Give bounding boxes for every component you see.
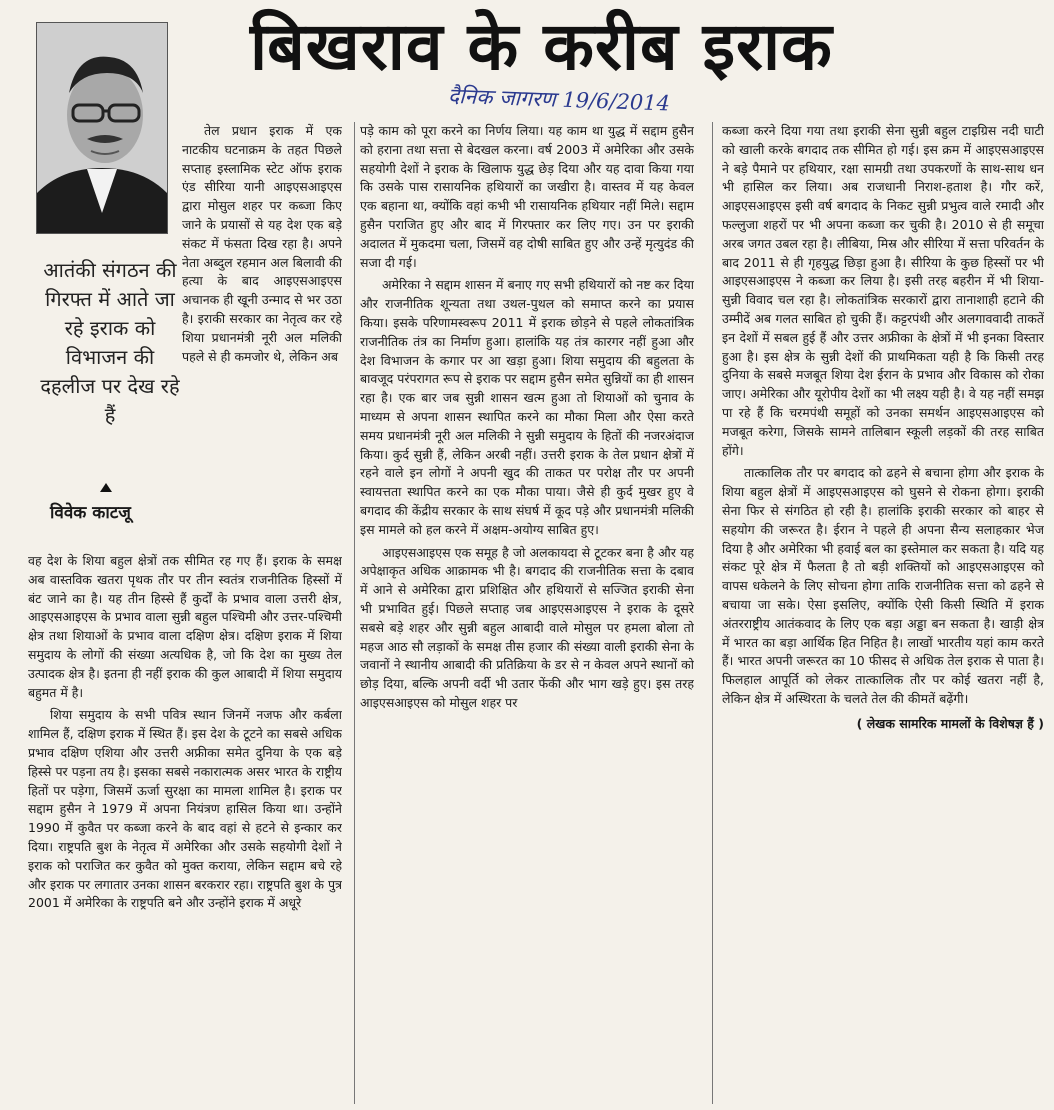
author-byline: विवेक काटजू [50, 503, 131, 523]
author-note: ( लेखक सामरिक मामलों के विशेषज्ञ हैं ) [856, 715, 1044, 731]
paragraph: कब्जा करने दिया गया तथा इराकी सेना सुन्नी बहुल टाइग्रिस नदी घाटी को खाली करके बगदाद तक सीमित हो गई। इस क्रम में आइएसआइएस ने बड़े पैमाने पर हथियार, रक्षा सामग्री तथा उपकरणों के साथ-साथ धन भी हासिल कर लिया। अब राजधानी निराश-हताश है। गौर करें, आइएसआइएस इसी वर्ष बगदाद के निकट सुन्नी प्रभुत्व वाले रमादी और फल्लुजा शहरों पर भी अपना कब्जा कर चुकी है। 2010 से ही समूचा अरब जगत उबल रहा है। लीबिया, मिस्र और सीरिया में सत्ता परिवर्तन के बाद 2011 से ही गृहयुद्ध छिड़ा हुआ है। सीरिया के कुछ हिस्सों पर भी आइएसआइएस ने कब्जा कर लिया है। इसी तरह बहरीन में भी शिया-सुन्नी विवाद चल रहा है। लोकतांत्रिक सरकारों द्वारा तानाशाही हटाने की उम्मीदें अब गलत साबित हो चुकी हैं। कट्टरपंथी और अलगाववादी ताकतें इन देशों में सबल हुई हैं और उत्तर अफ्रीका के क्षेत्रों में भी इनका विस्तार हुआ है। इस क्षेत्र के सुन्नी देशों की प्राथमिकता यही है कि किसी तरह दुनिया के सबसे मजबूत शिया देश ईरान के प्रभाव और विकास को रोका जाए। अमेरिका और यूरोपीय देशों का भी लक्ष्य यही है। वे यह नहीं समझ पा रहे हैं कि चरमपंथी समूहों को उनका समर्थन आइएसआइएस को मजबूत करेगा, जिसके सामने तालिबान स्कूली लड़कों की तरह साबित होंगे। [722, 123, 1044, 458]
pull-quote: आतंकी संगठन की गिरफ्त में आते जा रहे इराक को विभाजन की दहलीज पर देख रहे हैं [40, 258, 180, 427]
paragraph: तात्कालिक तौर पर बगदाद को ढहने से बचाना होगा और इराक के शिया बहुल क्षेत्रों में आइएसआइएस को घुसने से रोकना होगा। इराकी सेना फिर से संगठित हो रही है। हालांकि इराकी सरकार को बाहर से सहयोग की जरूरत है। ईरान ने पहले ही अपना सैन्य सलाहकार भेज दिया है और अमेरिका भी हवाई बल का इस्तेमाल कर सकता है। यदि यह संकट पूरे क्षेत्र में फैलता है तो बड़ी शक्तियों को आइएसआइएस को वापस धकेलने के लिए सोचना होगा ताकि राजनीतिक सत्ता को ढहने से बचाया जा सके। ऐसा इसलिए, क्योंकि ऐसी किसी स्थिति में इराक अंतरराष्ट्रीय आतंकवाद के लिए एक बड़ा अड्डा बन सकता है। खाड़ी क्षेत्र में भारत का बड़ा आर्थिक हित निहित है। लाखों भारतीय यहां काम करते हैं। भारत अपनी जरूरत का 10 फीसद से अधिक तेल इराक से पाता है। फिलहाल आपूर्ति को लेकर तात्कालिक तौर पर कोई खतरा नहीं है, लेकिन क्षेत्र में अस्थिरता के चलते तेल की कीमतें बढ़ेंगी। [722, 465, 1044, 706]
article-column-2 [360, 122, 694, 1104]
author-photo [36, 22, 168, 234]
paragraph: आइएसआइएस एक समूह है जो अलकायदा से टूटकर बना है और यह अपेक्षाकृत अधिक आक्रामक भी है। बगदाद की राजनीतिक सत्ता के दबाव में आने से अमेरिका द्वारा प्रशिक्षित और हथियारों से सज्जित इराकी सेना भी प्रभावित हुई। पिछले सप्ताह जब आइएसआइएस ने इराक के दूसरे सबसे बड़े शहर और सुन्नी बहुल आबादी वाले मोसुल पर हमला बोला तो महज आठ सौ लड़ाकों के समक्ष तीस हजार की संख्या वाली इराकी सेना के जवानों ने स्थानीय आबादी की प्रतिक्रिया के डर से न केवल अपने स्थानों को छोड़ दिया, बल्कि अपनी वर्दी भी उतार फेंकी और भाग खड़े हुए। इस तरह आइएसआइएस को मोसुल शहर पर [360, 544, 694, 710]
column-divider [354, 122, 355, 1104]
column-divider [712, 122, 713, 1104]
paragraph: शिया समुदाय के सभी पवित्र स्थान जिनमें नजफ और कर्बला शामिल हैं, दक्षिण इराक में स्थित हैं। इस देश के टूटने का सबसे अधिक प्रभाव दक्षिण एशिया और उत्तरी अफ्रीका समेत दुनिया के एक बड़े हिस्से पर पड़ना तय है। इसका सबसे नकारात्मक असर भारत के राष्ट्रीय हितों पर पड़ेगा, जिसमें ऊर्जा सुरक्षा का मामला शामिल है। इराक पर सद्दाम हुसैन ने 1979 में अपना नियंत्रण हासिल किया था। उन्होंने 1990 में कुवैत पर कब्जा करने के बाद वहां से हटने से इन्कार कर दिया। राष्ट्रपति बुश के नेतृत्व में अमेरिका और उसके सहयोगी देशों ने इराक को पराजित कर कुवैत को मुक्त कराया, लेकिन सद्दाम बचे रहे और इराक पर लगातार उनका शासन बरकरार रहा। राष्ट्रपति बुश के पुत्र 2001 में अमेरिका के राष्ट्रपति बने और उन्होंने इराक में अधूरे [28, 707, 342, 911]
paragraph: पड़े काम को पूरा करने का निर्णय लिया। यह काम था युद्ध में सद्दाम हुसैन को हराना तथा सत्ता से बेदखल करना। वर्ष 2003 में अमेरिका और उसके सहयोगी देशों ने इराक के खिलाफ युद्ध छेड़ दिया और यह दावा किया गया कि उसके पास रासायनिक हथियारों का जखीरा है। वास्तव में यह केवल एक बहाना था, क्योंकि वहां कभी भी रासायनिक हथियार नहीं मिले। सद्दाम हुसैन पराजित हुए और बाद में गिरफ्तार कर लिए गए। उन पर इराकी अदालत में मुकदमा चला, जिसमें वह दोषी साबित हुए और उन्हें मृत्युदंड की सजा दी गई। [360, 123, 694, 270]
paragraph: वह देश के शिया बहुल क्षेत्रों तक सीमित रह गए हैं। इराक के समक्ष अब वास्तविक खतरा पृथक तौर पर तीन स्वतंत्र राजनीतिक हिस्सों में बंट जाने का है। यह तीन हिस्से हैं कुर्दों के प्रभाव वाला उत्तरी क्षेत्र, आइएसआइएस के प्रभाव वाला सुन्नी बहुल पश्चिमी और उत्तर-पश्चिमी क्षेत्र तथा शियाओं के प्रभाव वाला दक्षिण क्षेत्र। दक्षिण इराक में शिया समुदाय के लोगों की संख्या अत्यधिक है, जो कि देश का मुख्य तेल उत्पादक क्षेत्र है। इतना ही नहीं इराक की कुल आबादी में शिया समुदाय बहुमत में है। [28, 553, 342, 700]
handwritten-date-note: दैनिक जागरण 19/6/2014 [447, 83, 671, 116]
headline: बिखराव के करीब इराक [250, 8, 833, 85]
triangle-icon [100, 483, 112, 492]
article-column-3 [722, 122, 1044, 1104]
author-portrait-image [37, 23, 167, 233]
paragraph: तेल प्रधान इराक में एक नाटकीय घटनाक्रम के तहत पिछले सप्ताह इस्लामिक स्टेट ऑफ इराक एंड सीरिया यानी आइएसआइएस द्वारा मोसुल शहर पर कब्जा किए जाने के प्रयासों से यह देश एक बड़े संकट में फंसता दिख रहा है। अपने नेता अब्दुल रहमान अल बिलावी की हत्या के बाद आइएसआइएस अचानक ही खूनी उन्माद से भर उठा है। इराकी सरकार का नेतृत्व कर रहे शिया प्रधानमंत्री नूरी अल मलिकी पहले से ही कमजोर थे, लेकिन अब [182, 123, 342, 364]
article-column-1 [28, 552, 342, 1104]
paragraph: अमेरिका ने सद्दाम शासन में बनाए गए सभी हथियारों को नष्ट कर दिया और राजनीतिक शून्यता तथा उथल-पुथल को समाप्त करने का प्रयास किया। इसके परिणामस्वरूप 2011 में इराक छोड़ने से पहले लोकतांत्रिक राजनीतिक तंत्र का निर्माण हुआ। हालांकि यह तंत्र कारगर नहीं हुआ और देश विभाजन के कगार पर आ खड़ा हुआ। शिया समुदाय की बहुलता के बावजूद परंपरागत रूप से इराक पर सद्दाम हुसैन समेत सुन्नियों का ही शासन रहा है। एक बार जब सुन्नी शासन खत्म हुआ तो शियाओं को चुनाव के माध्यम से अपना शासन स्थापित करने का मौका मिला और ऐसा करते समय प्रधानमंत्री नूरी अल मलिकी ने सुन्नी समुदाय के हितों की नजरअंदाज किया। कुर्द सुन्नी हैं, लेकिन अरबी नहीं। उत्तरी इराक के तेल प्रधान क्षेत्रों में रहने वाले इन लोगों ने अपनी खुद की ताकत पर परोक्ष तौर पर अपनी स्वायत्तता स्थापित करने का एक मौका पाया। जैसे ही कुर्द मुखर हुए वे बगदाद की केंद्रीय सरकार के साथ संघर्ष में कूद पड़े और प्रधानमंत्री मलिकी इस मामले को हल करने में अक्षम-अयोग्य साबित हुए। [360, 277, 694, 537]
article-column-1-top [182, 122, 342, 550]
